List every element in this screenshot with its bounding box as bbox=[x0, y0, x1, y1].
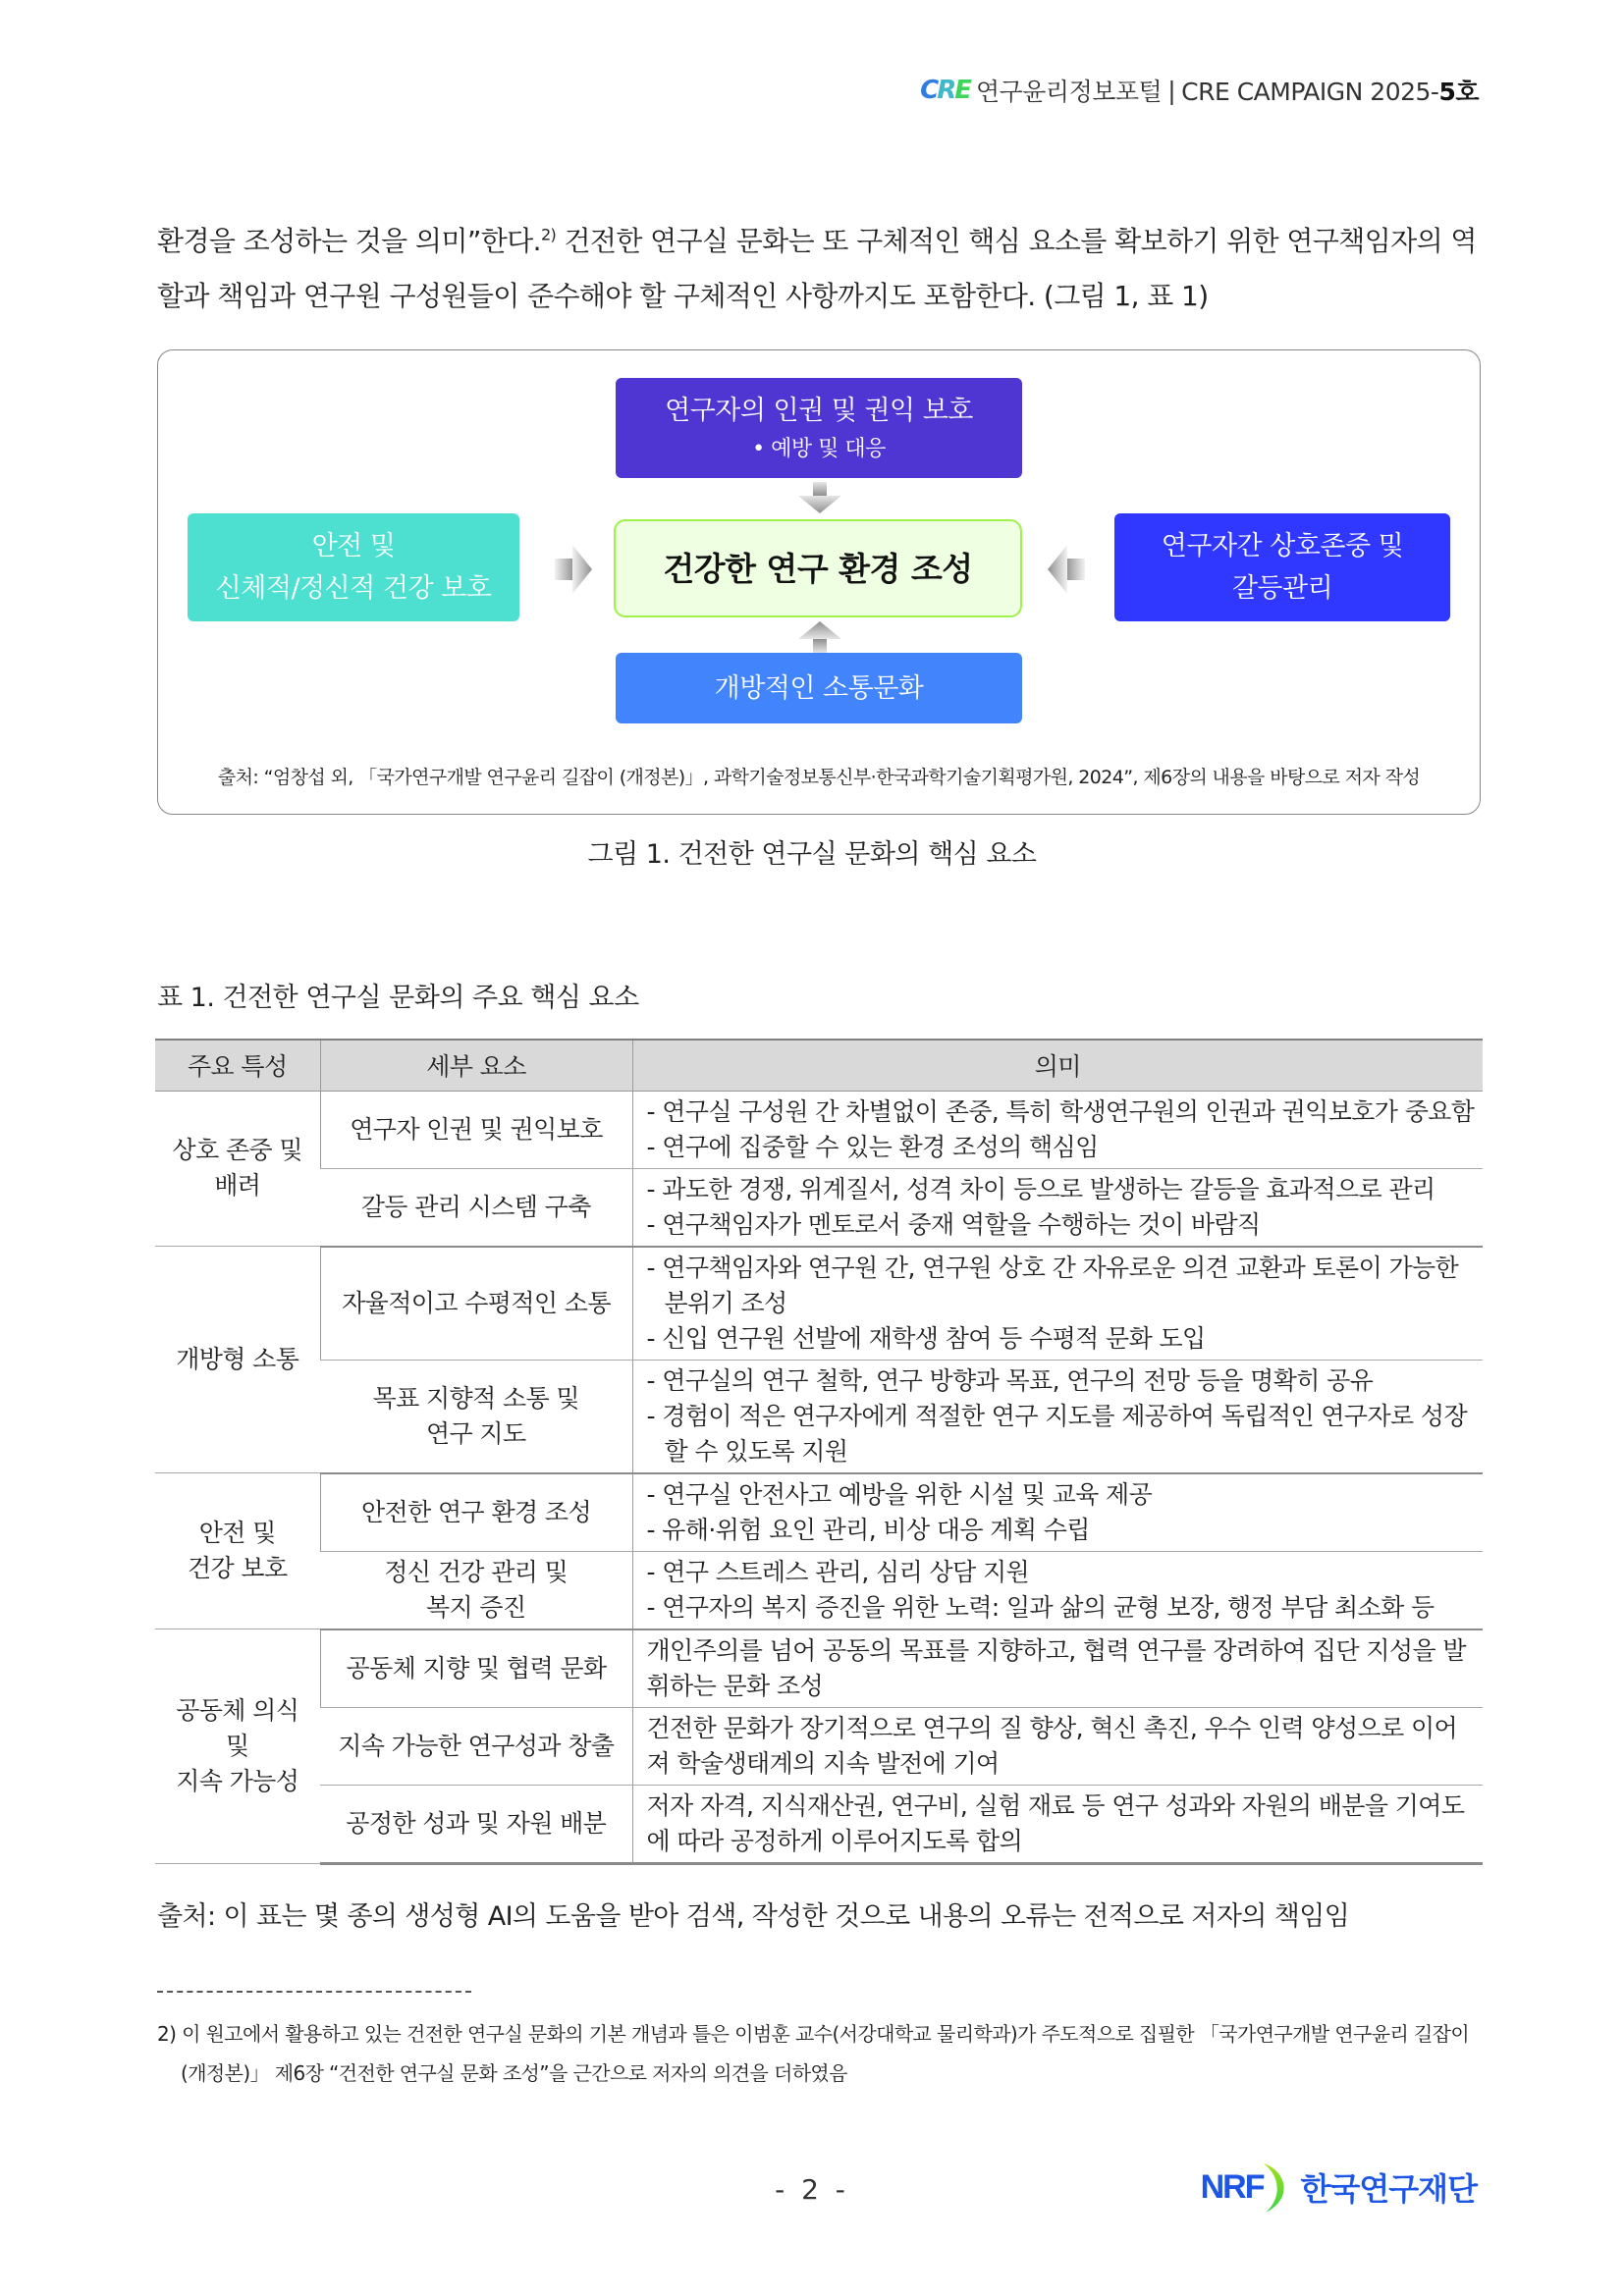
table-row bbox=[155, 1168, 1483, 1247]
table-row bbox=[155, 1091, 1483, 1168]
detail-cell: 갈등 관리 시스템 구축 bbox=[320, 1168, 632, 1247]
box-mutual-respect: 연구자간 상호존중 및 갈등관리 bbox=[1114, 513, 1450, 621]
figure-diagram bbox=[157, 349, 1481, 815]
box-open-communication: 개방적인 소통문화 bbox=[616, 653, 1022, 723]
category-cell: 개방형 소통 bbox=[155, 1247, 320, 1473]
table-row bbox=[155, 1707, 1483, 1785]
cre-logo: CRE bbox=[920, 76, 970, 105]
page-header bbox=[920, 73, 1479, 108]
box-safety-health: 안전 및 신체적/정신적 건강 보호 bbox=[188, 513, 519, 621]
issue-number: 5호 bbox=[1438, 78, 1479, 106]
meaning-cell: - 연구실 안전사고 예방을 위한 시설 및 교육 제공 - 유해·위험 요인 관리, 비상 대응 계획 수립 bbox=[632, 1473, 1483, 1552]
nrf-mark: NRF bbox=[1200, 2167, 1264, 2206]
box-healthy-environment: 건강한 연구 환경 조성 bbox=[614, 519, 1022, 617]
arrow-down-icon bbox=[796, 482, 843, 515]
detail-cell: 공동체 지향 및 협력 문화 bbox=[320, 1629, 632, 1708]
table-row bbox=[155, 1785, 1483, 1863]
header-category: 주요 특성 bbox=[155, 1040, 320, 1091]
meaning-cell: - 연구실 구성원 간 차별없이 존중, 특히 학생연구원의 인권과 권익보호가 중요함 - 연구에 집중할 수 있는 환경 조성의 핵심임 bbox=[632, 1091, 1483, 1168]
table-row bbox=[155, 1247, 1483, 1361]
table-row bbox=[155, 1473, 1483, 1552]
arrow-right-icon bbox=[555, 543, 594, 596]
footnote-ref[interactable]: 2) bbox=[540, 225, 557, 244]
table-row bbox=[155, 1551, 1483, 1629]
arrow-up-icon bbox=[796, 619, 843, 653]
meaning-cell: 건전한 문화가 장기적으로 연구의 질 향상, 혁신 촉진, 우수 인력 양성으로 이어져 학술생태계의 지속 발전에 기여 bbox=[632, 1707, 1483, 1785]
org-name: 한국연구재단 bbox=[1300, 2170, 1477, 2208]
detail-cell: 정신 건강 관리 및 복지 증진 bbox=[320, 1551, 632, 1629]
body-paragraph: 환경을 조성하는 것을 의미”한다.$^{2)}$ 건전한 연구실 문화는 또 구체적인 핵심 요소를 확보하기 위한 연구책임자의 역할과 책임과 연구원 구성원들이 준수해야 할 구체적인 사항까지도 포함한다. (그림 1, 표 1) bbox=[157, 225, 1477, 312]
table-source: 출처: 이 표는 몇 종의 생성형 AI의 도움을 받아 검색, 작성한 것으로 내용의 오류는 전적으로 저자의 책임임 bbox=[157, 1901, 1350, 1932]
detail-cell: 연구자 인권 및 권익보호 bbox=[320, 1091, 632, 1168]
core-elements-table bbox=[155, 1039, 1483, 1865]
table-row bbox=[155, 1360, 1483, 1473]
nrf-logo bbox=[1201, 2160, 1477, 2215]
figure-source: 출처: “엄창섭 외, 「국가연구개발 연구윤리 길잡이 (개정본)」, 과학기술정보통신부·한국과학기술기획평가원, 2024”, 제6장의 내용을 바탕으로 저자 작성 bbox=[217, 767, 1421, 788]
footnote-divider bbox=[157, 1991, 471, 1993]
category-cell: 상호 존중 및 배려 bbox=[155, 1091, 320, 1247]
box-researcher-rights: 연구자의 인권 및 권익 보호 • 예방 및 대응 bbox=[616, 378, 1022, 478]
portal-name: 연구윤리정보포털 bbox=[975, 78, 1163, 106]
meaning-cell: 개인주의를 넘어 공동의 목표를 지향하고, 협력 연구를 장려하여 집단 지성을 발휘하는 문화 조성 bbox=[632, 1629, 1483, 1708]
table-header-row bbox=[155, 1040, 1483, 1091]
category-cell: 안전 및 건강 보호 bbox=[155, 1473, 320, 1629]
campaign-title: CRE CAMPAIGN 2025- bbox=[1181, 78, 1439, 106]
detail-cell: 지속 가능한 연구성과 창출 bbox=[320, 1707, 632, 1785]
header-detail: 세부 요소 bbox=[320, 1040, 632, 1091]
table-row bbox=[155, 1629, 1483, 1708]
page-number: - 2 - bbox=[775, 2173, 849, 2206]
meaning-cell: - 연구책임자와 연구원 간, 연구원 상호 간 자유로운 의견 교환과 토론이 가능한 분위기 조성 - 신입 연구원 선발에 재학생 참여 등 수평적 문화 도입 bbox=[632, 1247, 1483, 1361]
nrf-swoosh-icon bbox=[1260, 2160, 1293, 2215]
figure-caption: 그림 1. 건전한 연구실 문화의 핵심 요소 bbox=[587, 839, 1037, 870]
detail-cell: 공정한 성과 및 자원 배분 bbox=[320, 1785, 632, 1863]
table-title: 표 1. 건전한 연구실 문화의 주요 핵심 요소 bbox=[157, 983, 639, 1013]
meaning-cell: - 연구 스트레스 관리, 심리 상담 지원 - 연구자의 복지 증진을 위한 노력: 일과 삶의 균형 보장, 행정 부담 최소화 등 bbox=[632, 1551, 1483, 1629]
header-meaning: 의미 bbox=[632, 1040, 1483, 1091]
detail-cell: 안전한 연구 환경 조성 bbox=[320, 1473, 632, 1552]
meaning-cell: - 과도한 경쟁, 위계질서, 성격 차이 등으로 발생하는 갈등을 효과적으로 관리 - 연구책임자가 멘토로서 중재 역할을 수행하는 것이 바람직 bbox=[632, 1168, 1483, 1247]
meaning-cell: - 연구실의 연구 철학, 연구 방향과 목표, 연구의 전망 등을 명확히 공유 - 경험이 적은 연구자에게 적절한 연구 지도를 제공하여 독립적인 연구자로 성장할 수 있도록 지원 bbox=[632, 1360, 1483, 1473]
detail-cell: 목표 지향적 소통 및 연구 지도 bbox=[320, 1360, 632, 1473]
meaning-cell: 저자 자격, 지식재산권, 연구비, 실험 재료 등 연구 성과와 자원의 배분을 기여도에 따라 공정하게 이루어지도록 합의 bbox=[632, 1785, 1483, 1863]
header-separator: | bbox=[1167, 76, 1176, 105]
footnote: 2) 이 원고에서 활용하고 있는 건전한 연구실 문화의 기본 개념과 틀은 이범훈 교수(서강대학교 물리학과)가 주도적으로 집필한 「국가연구개발 연구윤리 길잡이 (개정본)」 제6장 “건전한 연구실 문화 조성”을 근간으로 저자의 의견을 더하였음 bbox=[157, 2022, 1470, 2085]
detail-cell: 자율적이고 수평적인 소통 bbox=[320, 1247, 632, 1361]
category-cell: 공동체 의식 및 지속 가능성 bbox=[155, 1629, 320, 1864]
arrow-left-icon bbox=[1046, 543, 1085, 596]
